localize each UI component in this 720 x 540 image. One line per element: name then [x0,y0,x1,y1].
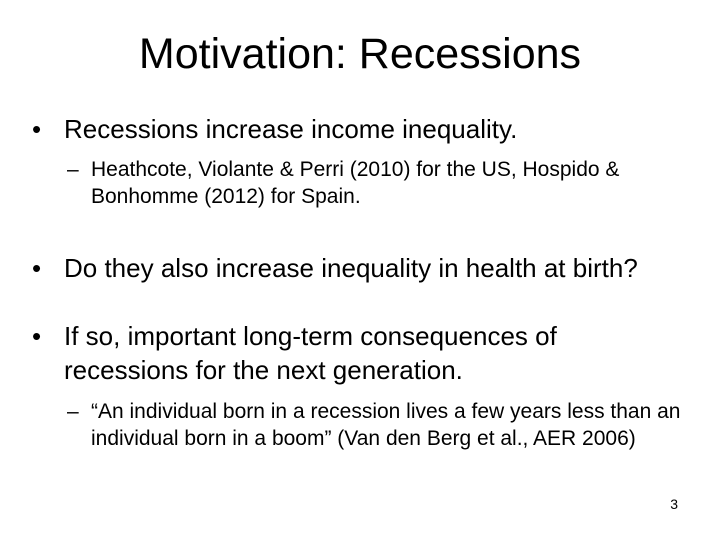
sub-bullet-van-den-berg-quote [67,398,692,452]
slide-title: Motivation: Recessions [138,30,582,78]
bullet-marker: • [32,321,42,351]
page-number: 3 [670,496,678,512]
bullet-recessions-income [32,112,692,146]
bullet-text: Do they also increase inequality in health at birth? [64,253,638,283]
bullet-marker: • [32,114,42,144]
bullet-text: Recessions increase income inequality. [64,114,518,144]
sub-bullet-marker: – [67,158,79,181]
sub-bullet-marker: – [67,400,79,423]
sub-bullet-text: Heathcote, Violante & Perri (2010) for the US, Hospido & Bonhomme (2012) for Spain. [91,158,620,208]
bullet-text: If so, important long-term consequences of recessions for the next generation. [64,321,557,385]
sub-bullet-references-spain-us [67,156,687,210]
bullet-health-at-birth [32,251,702,285]
sub-bullet-text: “An individual born in a recession lives a few years less than an individual born in a boom” (Van den Berg et al., AER 2006) [91,400,681,450]
bullet-long-term-consequences [32,319,622,387]
bullet-marker: • [32,253,42,283]
